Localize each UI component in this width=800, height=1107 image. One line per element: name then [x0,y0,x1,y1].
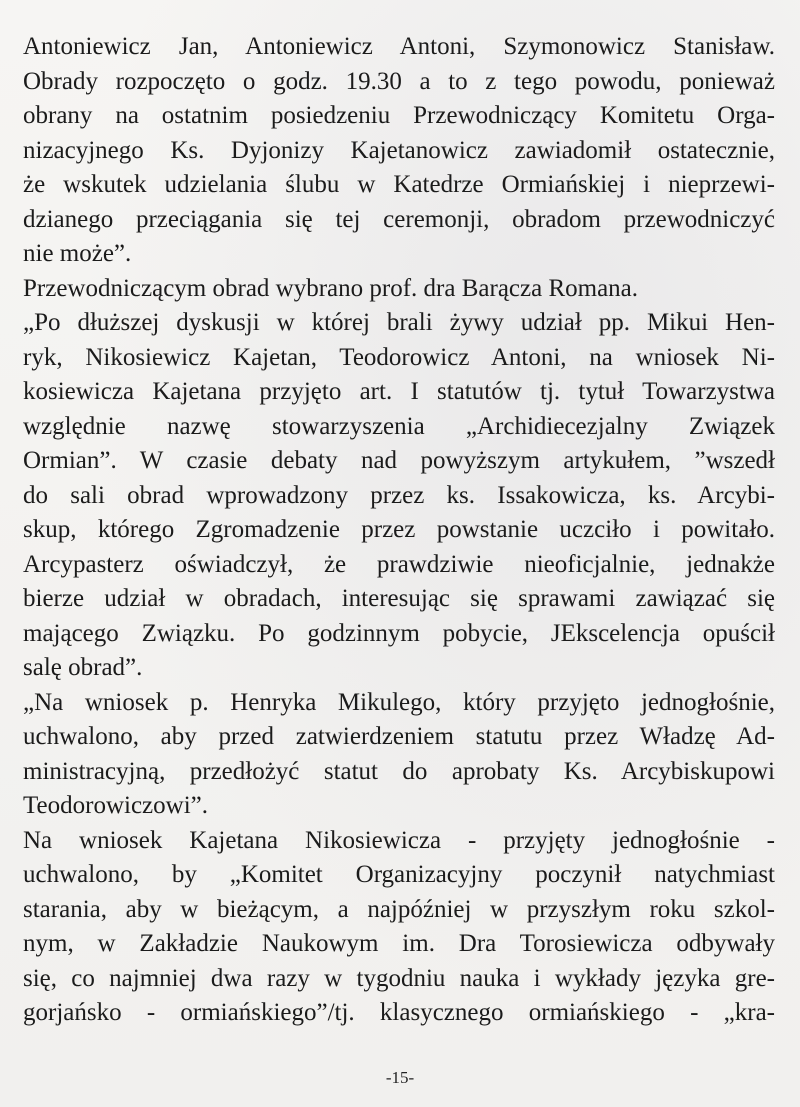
text-line: nizacyjnego Ks. Dyjonizy Kajetanowicz zawiadomił ostatecznie, [23,136,775,164]
text-line: do sali obrad wprowadzony przez ks. Issakowicza, ks. Arcybi- [23,481,775,509]
text-line: Teodorowiczowi”. [23,792,208,819]
text-line: nym, w Zakładzie Naukowym im. Dra Torosiewicza odbywały [23,930,775,957]
document-body-text [23,30,775,1031]
page-number: -15- [385,1068,415,1087]
text-line: Obrady rozpoczęto o godz. 19.30 a to z tego powodu, ponieważ [23,67,775,95]
text-line: uchwalono, by „Komitet Organizacyjny poczynił natychmiast [23,861,775,888]
text-line: obrany na ostatnim posiedzeniu Przewodniczący Komitetu Orga- [23,102,775,129]
text-line: Ormian”. W czasie debaty nad powyższym artykułem, ”wszedł [23,447,775,474]
text-line: Antoniewicz Jan, Antoniewicz Antoni, Szymonowicz Stanisław. [23,33,775,60]
text-line: skup, którego Zgromadzenie przez powstanie uczciło i powitało. [23,516,775,543]
text-line: „Po dłuższej dyskusji w której brali żywy udział pp. Mikui Hen- [23,309,775,336]
text-line: bierze udział w obradach, interesując się sprawami zawiązać się [23,585,775,612]
text-line: ryk, Nikosiewicz Kajetan, Teodorowicz Antoni, na wniosek Ni- [23,343,775,371]
text-line: mającego Związku. Po godzinnym pobycie, JEkscelencja opuścił [23,619,775,647]
text-line: względnie nazwę stowarzyszenia „Archidiecezjalny Związek [23,412,775,440]
text-line: uchwalono, aby przed zatwierdzeniem statutu przez Władzę Ad- [23,723,775,750]
text-line: się, co najmniej dwa razy w tygodniu nauka i wykłady języka gre- [23,964,775,992]
text-line: ministracyjną, przedłożyć statut do aprobaty Ks. Arcybiskupowi [23,757,775,785]
text-line: salę obrad”. [23,654,143,681]
text-line: nie może”. [23,240,132,267]
text-line: Arcypasterz oświadczył, że prawdziwie nieoficjalnie, jednakże [23,550,775,578]
text-line: dzianego przeciągania się tej ceremonji, obradom przewodniczyć [23,205,775,233]
text-line: że wskutek udzielania ślubu w Katedrze Ormiańskiej i nieprzewi- [23,171,775,198]
text-line: „Na wniosek p. Henryka Mikulego, który przyjęto jednogłośnie, [23,688,775,716]
text-line: starania, aby w bieżącym, a najpóźniej w przyszłym roku szkol- [23,895,775,923]
text-line: kosiewicza Kajetana przyjęto art. I statutów tj. tytuł Towarzystwa [23,378,775,405]
text-line: Na wniosek Kajetana Nikosiewicza - przyjęty jednogłośnie - [23,826,775,854]
text-line: gorjańsko - ormiańskiego”/tj. klasycznego ormiańskiego - „kra- [23,999,775,1026]
text-line: Przewodniczącym obrad wybrano prof. dra Barącza Romana. [23,274,639,302]
